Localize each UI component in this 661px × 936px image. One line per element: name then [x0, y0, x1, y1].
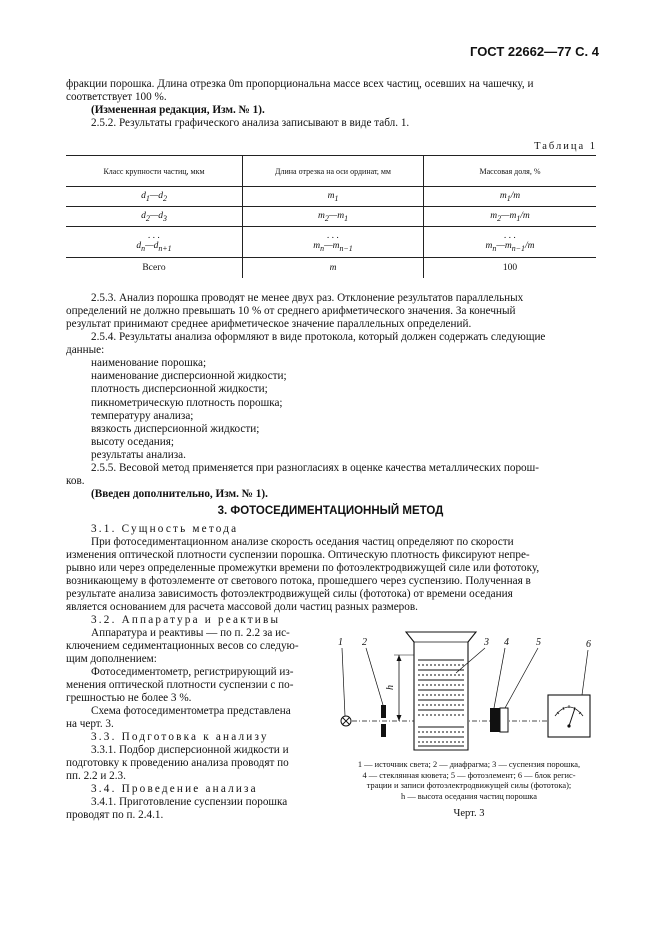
intro-line-2: соответствует 100 %.: [66, 91, 167, 103]
cell-class: $d_1—d_2$: [66, 187, 243, 207]
total-label: Всего: [66, 258, 243, 279]
table-caption: Таблица 1: [534, 141, 597, 152]
list-item: температуру анализа;: [91, 409, 194, 422]
p32b-line: грешностью не более 3 %.: [66, 692, 192, 704]
p254-line-2: данные:: [66, 344, 105, 356]
dots: . . .: [148, 230, 160, 241]
header-size-class: Класс крупности частиц, мкм: [66, 156, 243, 187]
p32-line: щим дополнением:: [66, 653, 157, 665]
label-2: 2: [362, 637, 367, 648]
header-mass-fraction: Массовая доля, %: [424, 156, 597, 187]
cell-length: $m_2—m_1$: [243, 207, 424, 227]
cell-fraction: $m_1/m$: [424, 187, 597, 207]
dots: . . .: [327, 230, 339, 241]
p31-line: возникающему в фотоэлементе от светового потока, прошедшего через суспензию. Полученная в: [66, 575, 531, 587]
list-item: наименование порошка;: [91, 357, 207, 369]
cell-length: $m_1$: [243, 187, 424, 207]
p31-line: При фотоседиментационном анализе скорость оседания частиц определяют по скорости: [91, 536, 514, 548]
recorder-gauge-icon: [548, 695, 590, 737]
list-item: наименование дисперсионной жидкости;: [91, 370, 287, 383]
table-row: [66, 207, 596, 227]
list-item: вязкость дисперсионной жидкости;: [91, 422, 260, 435]
label-4: 4: [504, 637, 509, 648]
list-item: результаты анализа.: [91, 449, 186, 462]
results-table: [66, 155, 596, 278]
p31-line: результате анализа зависимость фотоэлектродвижущей силы (фототока) от времени оседания: [66, 588, 513, 600]
p253-line-2: определений не должно превышать 10 % от среднего арифметического значения. За конечный: [66, 305, 516, 317]
dots: . . .: [504, 230, 516, 241]
p254-line-1: 2.5.4. Результаты анализа оформляют в виде протокола, который должен содержать следующие: [91, 331, 546, 343]
p31-line: рывно или через определенные промежутки времени по фотоэлектродвижущей силе или фототоку,: [66, 562, 540, 574]
table-row: [66, 187, 596, 207]
p331-line: подготовку к проведению анализа проводят по: [66, 757, 289, 769]
cell-length: . . . $m_n—m_{n-1}$: [243, 227, 424, 258]
p331-line: 3.3.1. Подбор дисперсионной жидкости и: [91, 744, 289, 756]
cell-class: . . . $d_n—d_{n+1}$: [66, 227, 243, 258]
cell-fraction: . . . $m_n—m_{n-1}/m$: [424, 227, 597, 258]
paragraph-2-5-2: 2.5.2. Результаты графического анализа записывают в виде табл. 1.: [91, 117, 410, 129]
p341-line: проводят по п. 2.4.1.: [66, 809, 164, 821]
p255-line-2: ков.: [66, 475, 85, 487]
p253-line-1: 2.5.3. Анализ порошка проводят не менее двух раз. Отклонение результатов параллельных: [91, 292, 524, 304]
p32-line: ключением седиментационных весов со следую-: [66, 640, 299, 652]
photosedimentometer-diagram: [338, 628, 600, 758]
photocell-icon: [490, 708, 508, 732]
intro-line-1: фракции порошка. Длина отрезка 0m пропорциональна массе всех частиц, осевших на чашечку, и: [66, 78, 534, 90]
label-1: 1: [338, 637, 343, 648]
p341-line: 3.4.1. Приготовление суспензии порошка: [91, 796, 288, 808]
protocol-list: [91, 357, 491, 463]
label-6: 6: [586, 639, 591, 650]
figure-caption: [340, 760, 598, 802]
table-row: [66, 227, 596, 258]
p32c-line: на черт. 3.: [66, 718, 114, 730]
total-fraction: 100: [424, 258, 597, 279]
p32-line: Аппаратура и реактивы — по п. 2.2 за ис-: [91, 627, 290, 639]
p253-line-3: результат принимают среднее арифметическое значение параллельных определений.: [66, 318, 472, 330]
cell-class: $d_2—d_3$: [66, 207, 243, 227]
caption-line: 1 — источник света; 2 — диафрагма; 3 — суспензия порошка,: [357, 760, 581, 769]
caption-line: трации и записи фотоэлектродвижущей силы (фототока);: [366, 781, 572, 791]
list-item: высоту оседания;: [91, 436, 175, 449]
added-note: (Введен дополнительно, Изм. № 1).: [91, 488, 268, 500]
table-total-row: [66, 258, 596, 279]
caption-line: 4 — стеклянная кювета; 5 — фотоэлемент; 6 — блок регис-: [362, 770, 576, 780]
header-segment-length: Длина отрезка на оси ординат, мм: [243, 156, 424, 187]
cuvette-icon: [406, 632, 476, 750]
p31-line: изменения оптической плотности суспензии порошка. Оптическую плотность фиксируют непре-: [66, 549, 530, 561]
p331-line: пп. 2.2 и 2.3.: [66, 770, 126, 782]
p255-line-1: 2.5.5. Весовой метод применяется при разногласиях в оценке качества металлических порош-: [91, 462, 539, 474]
section-3-title: 3. ФОТОСЕДИМЕНТАЦИОННЫЙ МЕТОД: [217, 505, 444, 517]
total-length: m: [243, 258, 424, 279]
p32b-line: менения оптической плотности суспензии с по-: [66, 679, 294, 691]
caption-line: h — высота оседания частиц порошка: [401, 791, 537, 801]
list-item: плотность дисперсионной жидкости;: [91, 383, 268, 396]
p32c-line: Схема фотоседиментометра представлена: [91, 705, 291, 717]
height-dimension: [394, 655, 414, 721]
subsection-3-3: 3.3. Подготовка к анализу: [91, 731, 269, 743]
p31-line: является основанием для расчета массовой доли частиц разных размеров.: [66, 601, 418, 613]
cell-fraction: $m_2—m_1/m$: [424, 207, 597, 227]
page-header: ГОСТ 22662—77 С. 4: [470, 44, 599, 59]
subsection-3-4: 3.4. Проведение анализа: [91, 783, 258, 795]
revision-note: (Измененная редакция, Изм. № 1).: [91, 104, 265, 116]
table-header-row: [66, 156, 596, 187]
list-item: пикнометрическую плотность порошка;: [91, 396, 283, 409]
light-source-icon: [341, 716, 351, 726]
figure-title: Черт. 3: [453, 808, 485, 819]
label-5: 5: [536, 637, 541, 648]
subsection-3-1: 3.1. Сущность метода: [91, 523, 239, 535]
subsection-3-2: 3.2. Аппаратура и реактивы: [91, 614, 281, 626]
label-3: 3: [484, 637, 489, 648]
label-h: h: [385, 685, 396, 690]
p32b-line: Фотоседиментометр, регистрирующий из-: [91, 666, 294, 678]
